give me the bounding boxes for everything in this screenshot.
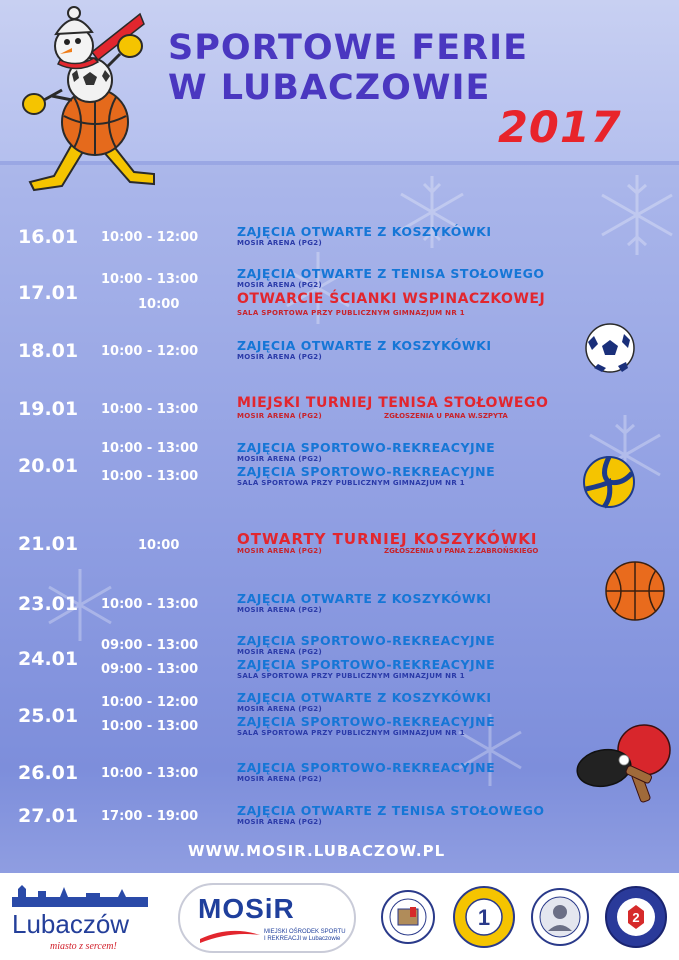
svg-text:2: 2: [632, 910, 640, 925]
time-label: 17:00 - 19:00: [101, 809, 199, 824]
school-emblem-1: [380, 889, 436, 945]
event-location: MOSIR ARENA (PG2): [237, 281, 322, 289]
title-line-1: SPORTOWE FERIE: [168, 28, 529, 68]
mosir-subtitle: [264, 929, 346, 943]
registration-note: ZGŁOSZENIA U PANA W.SZPYTA: [384, 412, 508, 420]
time-label: 10:00 - 12:00: [101, 344, 199, 359]
event-title: ZAJĘCIA OTWARTE Z KOSZYKÓWKI: [237, 690, 492, 705]
website-link[interactable]: WWW.MOSIR.LUBACZOW.PL: [188, 842, 446, 860]
event-title: ZAJĘCIA SPORTOWO-REKREACYJNE: [237, 714, 496, 729]
time-label: 09:00 - 13:00: [101, 662, 199, 677]
date-label: 19.01: [18, 398, 79, 420]
event-location: MOSIR ARENA (PG2): [237, 455, 322, 463]
date-label: 21.01: [18, 533, 79, 555]
event-title: OTWARCIE ŚCIANKI WSPINACZKOWEJ: [237, 291, 546, 307]
mosir-subtitle-line-2: I REKREACJI w Lubaczowie: [264, 936, 341, 942]
event-title: ZAJĘCIA SPORTOWO-REKREACYJNE: [237, 657, 496, 672]
date-label: 18.01: [18, 340, 79, 362]
event-title: ZAJĘCIA SPORTOWO-REKREACYJNE: [237, 633, 496, 648]
event-title: ZAJĘCIA OTWARTE Z KOSZYKÓWKI: [237, 591, 492, 606]
event-title: OTWARTY TURNIEJ KOSZYKÓWKI: [237, 530, 538, 548]
event-location: MOSIR ARENA (PG2): [237, 239, 322, 247]
soccer-ball-icon: [584, 322, 636, 374]
event-location: SALA SPORTOWA PRZY PUBLICZNYM GIMNAZJUM NR 1: [237, 479, 465, 487]
lubaczow-slogan: miasto z sercem!: [50, 941, 117, 952]
event-location: MOSIR ARENA (PG2): [237, 705, 322, 713]
event-title: MIEJSKI TURNIEJ TENISA STOŁOWEGO: [237, 395, 549, 411]
mosir-wordmark: MOSiR: [198, 893, 295, 924]
event-location: MOSIR ARENA (PG2): [237, 412, 322, 420]
time-label: 10:00: [138, 297, 180, 312]
date-label: 26.01: [18, 762, 79, 784]
event-title: ZAJĘCIA OTWARTE Z KOSZYKÓWKI: [237, 338, 492, 353]
svg-text:1: 1: [477, 905, 491, 930]
title-line-2: W LUBACZOWIE: [168, 68, 491, 108]
snowflake-icon: [392, 172, 472, 252]
event-title: ZAJĘCIA SPORTOWO-REKREACYJNE: [237, 760, 496, 775]
event-location: MOSIR ARENA (PG2): [237, 648, 322, 656]
date-label: 23.01: [18, 593, 79, 615]
time-label: 10:00 - 13:00: [101, 441, 199, 456]
date-label: 16.01: [18, 226, 79, 248]
event-location: MOSIR ARENA (PG2): [237, 606, 322, 614]
snowman-mascot-icon: [12, 4, 172, 194]
swoosh-icon: [200, 929, 260, 943]
footer-logos: [0, 873, 679, 960]
time-label: 10:00 - 13:00: [101, 469, 199, 484]
event-location: MOSIR ARENA (PG2): [237, 775, 322, 783]
time-label: 10:00 - 12:00: [101, 695, 199, 710]
event-title: ZAJĘCIA OTWARTE Z KOSZYKÓWKI: [237, 224, 492, 239]
school-emblem-3: [530, 887, 590, 947]
school-emblem-4: [604, 885, 668, 949]
school-emblem-2: [452, 885, 516, 949]
registration-note: ZGŁOSZENIA U PANA Z.ZABROŃSKIEGO: [384, 547, 539, 555]
time-label: 10:00 - 13:00: [101, 597, 199, 612]
event-location: SALA SPORTOWA PRZY PUBLICZNYM GIMNAZJUM NR 1: [237, 672, 465, 680]
event-title: ZAJĘCIA OTWARTE Z TENISA STOŁOWEGO: [237, 266, 545, 281]
time-label: 10:00 - 12:00: [101, 230, 199, 245]
time-label: 10:00 - 13:00: [101, 402, 199, 417]
lubaczow-logo: [8, 881, 160, 955]
event-title: ZAJĘCIA OTWARTE Z TENISA STOŁOWEGO: [237, 803, 545, 818]
snowflake-icon: [592, 170, 679, 260]
ping-pong-paddles-icon: [574, 720, 676, 808]
time-label: 10:00: [138, 538, 180, 553]
time-label: 10:00 - 13:00: [101, 272, 199, 287]
event-location: SALA SPORTOWA PRZY PUBLICZNYM GIMNAZJUM NR 1: [237, 309, 465, 317]
city-skyline-icon: [8, 881, 158, 909]
event-title: ZAJĘCIA SPORTOWO-REKREACYJNE: [237, 440, 496, 455]
date-label: 20.01: [18, 455, 79, 477]
event-location: MOSIR ARENA (PG2): [237, 547, 322, 555]
event-location: MOSIR ARENA (PG2): [237, 353, 322, 361]
date-label: 24.01: [18, 648, 79, 670]
event-location: SALA SPORTOWA PRZY PUBLICZNYM GIMNAZJUM NR 1: [237, 729, 465, 737]
event-title: ZAJĘCIA SPORTOWO-REKREACYJNE: [237, 464, 496, 479]
basketball-icon: [604, 560, 666, 622]
time-label: 10:00 - 13:00: [101, 766, 199, 781]
time-label: 09:00 - 13:00: [101, 638, 199, 653]
time-label: 10:00 - 13:00: [101, 719, 199, 734]
mosir-subtitle-line-1: MIEJSKI OŚRODEK SPORTU: [264, 929, 346, 935]
title-year: 2017: [498, 103, 622, 153]
event-location: MOSIR ARENA (PG2): [237, 818, 322, 826]
mosir-logo: [178, 883, 356, 953]
date-label: 27.01: [18, 805, 79, 827]
volleyball-icon: [582, 455, 636, 509]
date-label: 25.01: [18, 705, 79, 727]
date-label: 17.01: [18, 282, 79, 304]
lubaczow-wordmark: Lubaczów: [12, 909, 130, 939]
